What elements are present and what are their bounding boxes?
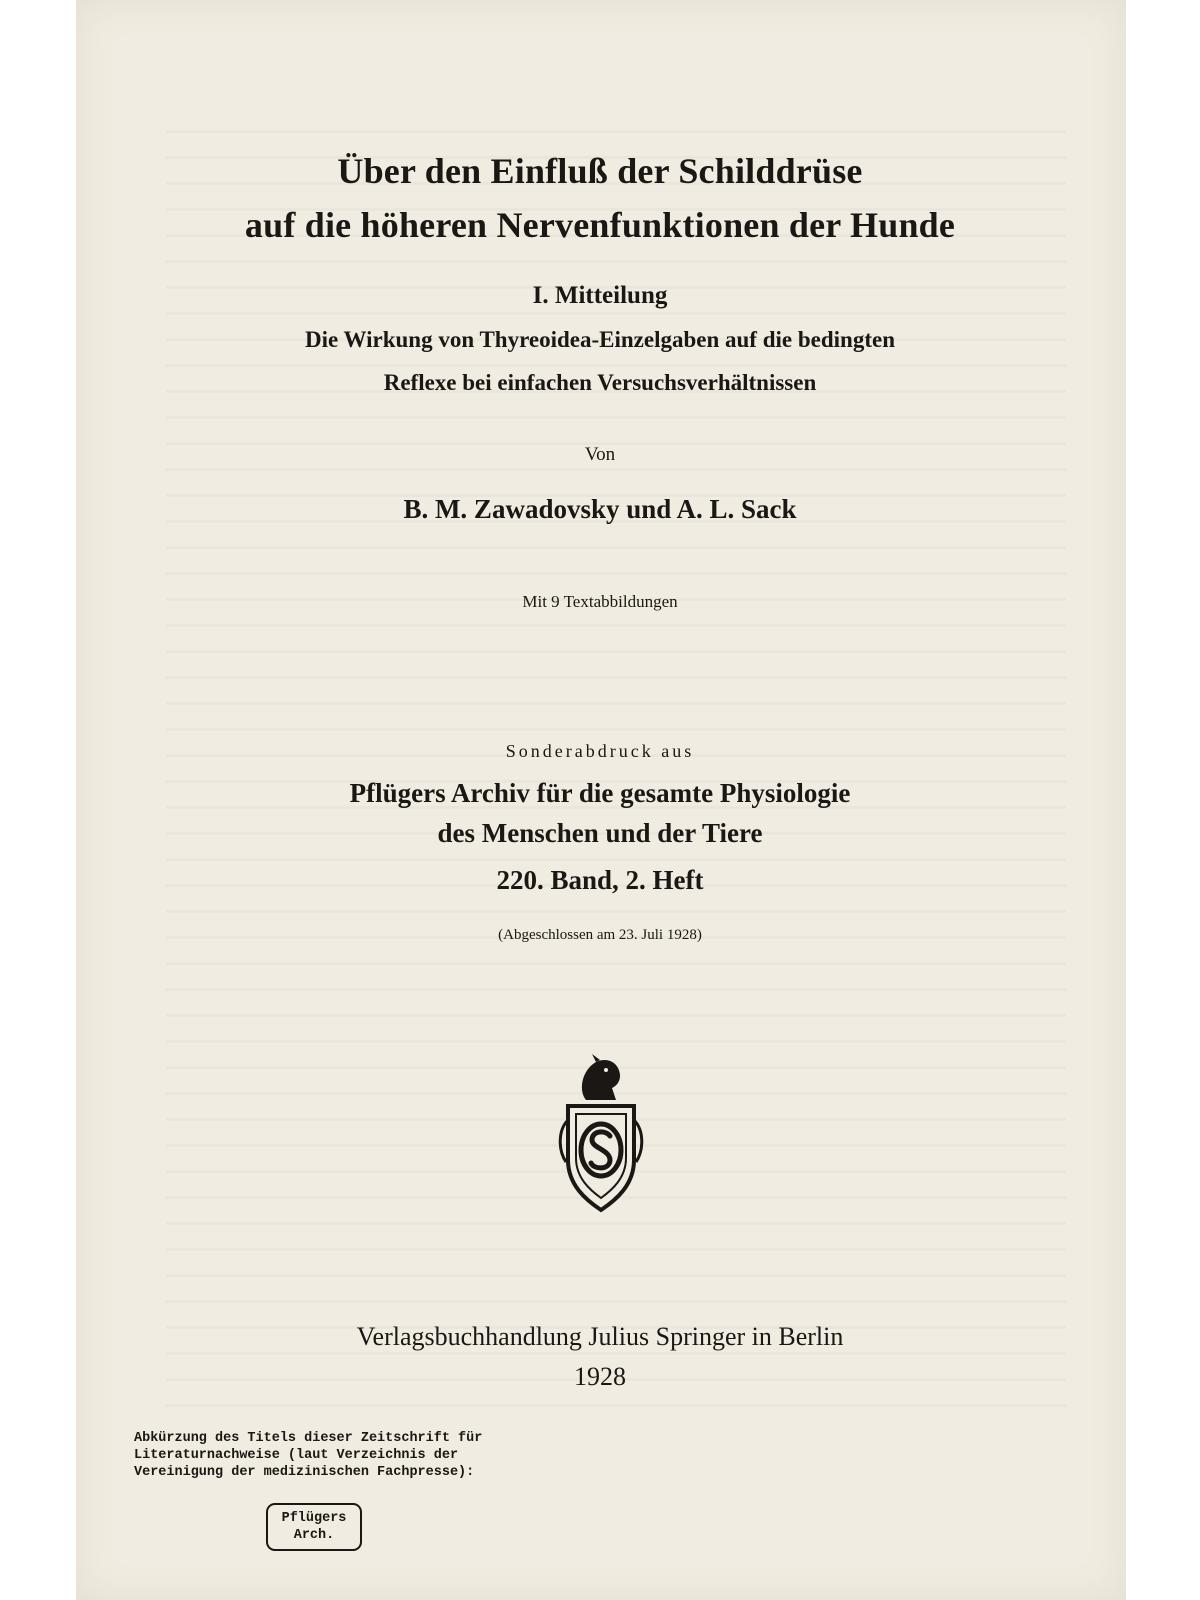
springer-knight-emblem-icon (556, 1050, 646, 1220)
closing-date: (Abgeschlossen am 23. Juli 1928) (498, 927, 702, 943)
abbreviation-line-1: Pflügers (281, 1511, 347, 1526)
offprint-label: Sonderabdruck aus (505, 741, 695, 761)
journal-issue: 220. Band, 2. Heft (496, 865, 704, 895)
subtitle-line-2: Reflexe bei einfachen Versuchsverhältnissen (383, 370, 817, 395)
abbreviation-line-2: Arch. (293, 1528, 335, 1543)
by-label: Von (584, 444, 616, 465)
publisher: Verlagsbuchhandlung Julius Springer in Berlin (356, 1322, 844, 1351)
authors: B. M. Zawadovsky und A. L. Sack (403, 494, 797, 524)
title-line-2: auf die höheren Nervenfunktionen der Hunde (244, 205, 956, 245)
journal-line-1: Pflügers Archiv für die gesamte Physiologie (349, 778, 851, 808)
abbreviation-note-line-3: Vereinigung der medizinischen Fachpresse): (134, 1465, 475, 1480)
abbreviation-box (266, 1503, 362, 1551)
abbreviation-note-line-2: Literaturnachweise (laut Verzeichnis der (134, 1448, 459, 1463)
figures-note: Mit 9 Textabbildungen (522, 592, 678, 611)
subtitle-line-1: Die Wirkung von Thyreoidea-Einzelgaben auf die bedingten (304, 327, 895, 352)
publication-year: 1928 (574, 1362, 626, 1391)
abbreviation-note-line-1: Abkürzung des Titels dieser Zeitschrift für (134, 1431, 483, 1446)
abbreviation-note (134, 1430, 534, 1481)
title-line-1: Über den Einfluß der Schilddrüse (337, 151, 863, 191)
part-label: I. Mitteilung (532, 282, 668, 309)
journal-line-2: des Menschen und der Tiere (437, 818, 763, 848)
